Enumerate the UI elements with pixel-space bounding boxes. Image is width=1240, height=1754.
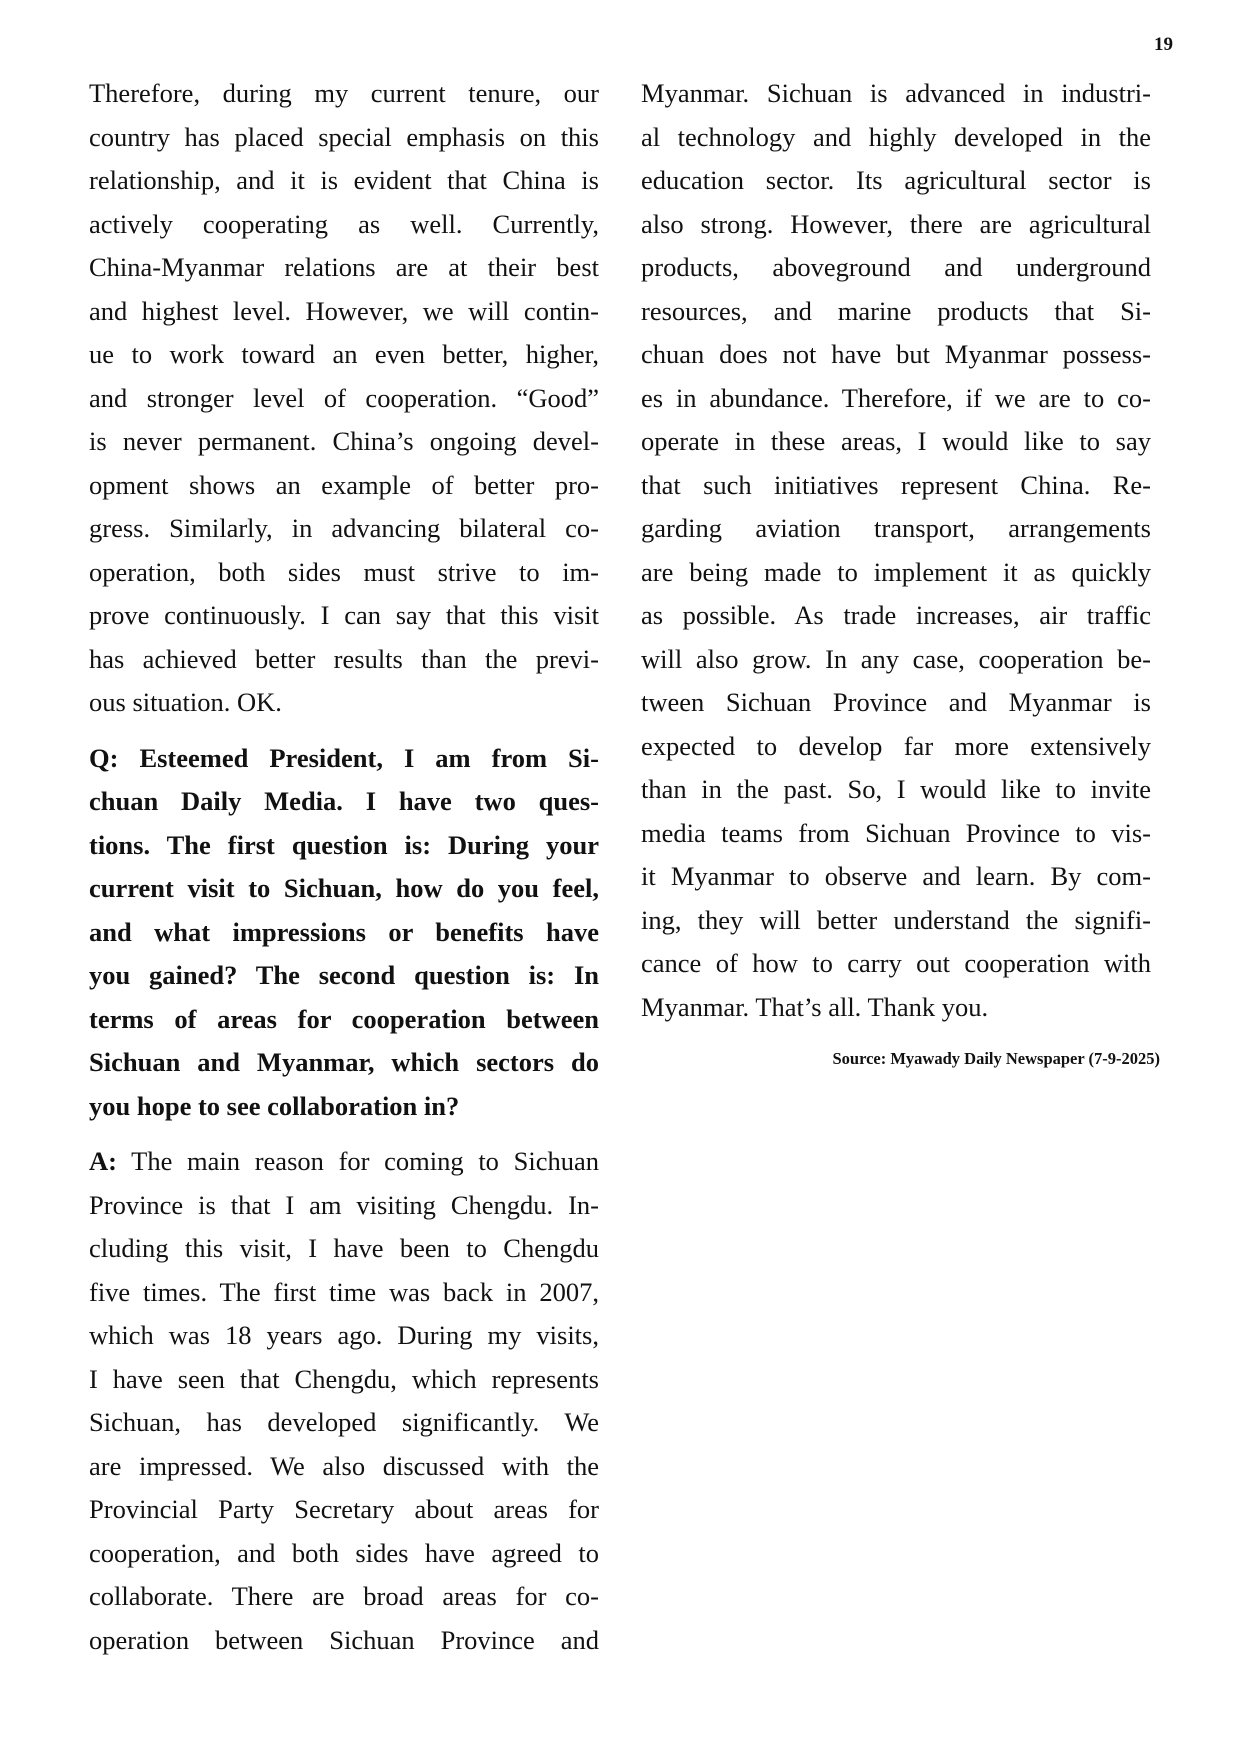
text-line: ue to work toward an even better, higher,: [89, 339, 599, 369]
text-line: tween Sichuan Province and Myanmar is: [641, 687, 1151, 717]
text-line: prove continuously. I can say that this visit: [89, 600, 599, 630]
question-line: and what impressions or benefits have: [89, 916, 599, 947]
text-line: opment shows an example of better pro-: [89, 469, 599, 500]
text-line: which was 18 years ago. During my visits,: [89, 1320, 599, 1350]
text-line: Provincial Party Secretary about areas for: [89, 1494, 599, 1524]
text-line: operation, both sides must strive to im-: [89, 556, 599, 587]
text-line: operation between Sichuan Province and: [89, 1624, 599, 1655]
text-line: are being made to implement it as quickly: [641, 556, 1151, 587]
text-line: Therefore, during my current tenure, our: [89, 78, 599, 108]
text-line: as possible. As trade increases, air traffic: [641, 600, 1151, 630]
text-line: it Myanmar to observe and learn. By com-: [641, 861, 1151, 891]
text-line: Province is that I am visiting Chengdu. In-: [89, 1189, 599, 1220]
text-line: is never permanent. China’s ongoing devel-: [89, 426, 599, 456]
text-line: resources, and marine products that Si-: [641, 295, 1151, 326]
text-line: actively cooperating as well. Currently,: [89, 208, 599, 239]
page-number: 19: [1154, 34, 1173, 55]
text-line: cluding this visit, I have been to Chengdu: [89, 1233, 599, 1263]
answer-paragraph: [89, 1140, 599, 1662]
text-line: operate in these areas, I would like to say: [641, 426, 1151, 456]
text-line: five times. The first time was back in 2007,: [89, 1276, 599, 1307]
text-line: Myanmar. Sichuan is advanced in industri-: [641, 78, 1151, 108]
text-line: that such initiatives represent China. Re-: [641, 469, 1151, 500]
right-column: [641, 72, 1151, 1029]
text-line: al technology and highly developed in the: [641, 121, 1151, 152]
question-line: Sichuan and Myanmar, which sectors do: [89, 1047, 599, 1077]
answer-label: A:: [89, 1146, 117, 1176]
question-line: chuan Daily Media. I have two ques-: [89, 786, 599, 816]
text-line: es in abundance. Therefore, if we are to co-: [641, 382, 1151, 413]
text-line: cooperation, and both sides have agreed to: [89, 1537, 599, 1568]
text-line: cance of how to carry out cooperation with: [641, 948, 1151, 978]
text-line: garding aviation transport, arrangements: [641, 513, 1151, 543]
text-line: relationship, and it is evident that China is: [89, 165, 599, 195]
question-paragraph: [89, 737, 599, 1129]
text-line: expected to develop far more extensively: [641, 730, 1151, 761]
text-line: collaborate. There are broad areas for co-: [89, 1581, 599, 1611]
text-line: Sichuan, has developed significantly. We: [89, 1407, 599, 1437]
text-line: ing, they will better understand the signifi-: [641, 904, 1151, 935]
text-line: media teams from Sichuan Province to vis-: [641, 817, 1151, 848]
question-line: Q: Esteemed President, I am from Si-: [89, 742, 599, 773]
text-line: Myanmar. That’s all. Thank you.: [641, 991, 989, 1022]
source-citation: Source: Myawady Daily Newspaper (7-9-2025): [832, 1049, 1160, 1068]
question-line: tions. The first question is: During your: [89, 829, 599, 860]
text-line: are impressed. We also discussed with the: [89, 1450, 599, 1481]
text-line: chuan does not have but Myanmar possess-: [641, 339, 1151, 369]
text-line: will also grow. In any case, cooperation be-: [641, 643, 1151, 674]
question-line: current visit to Sichuan, how do you feel,: [89, 873, 599, 903]
text-line: gress. Similarly, in advancing bilateral co-: [89, 513, 599, 543]
text-line: country has placed special emphasis on this: [89, 121, 599, 152]
paragraph-answer-continued: [89, 72, 599, 725]
answer-paragraph-continued: [641, 72, 1151, 1029]
text-line: education sector. Its agricultural sector is: [641, 165, 1151, 195]
question-line: you hope to see collaboration in?: [89, 1090, 460, 1121]
answer-first-line: [89, 1140, 599, 1184]
text-line: China-Myanmar relations are at their best: [89, 252, 599, 282]
text-line: and stronger level of cooperation. “Good”: [89, 382, 599, 413]
question-line: you gained? The second question is: In: [89, 960, 599, 990]
question-line: terms of areas for cooperation between: [89, 1003, 599, 1034]
text-line: products, aboveground and underground: [641, 252, 1151, 282]
answer-first-line-text: The main reason for coming to Sichuan: [116, 1146, 599, 1176]
text-line: ous situation. OK.: [89, 687, 282, 717]
text-line: and highest level. However, we will contin-: [89, 295, 599, 326]
text-line: than in the past. So, I would like to invite: [641, 774, 1151, 804]
text-line: also strong. However, there are agricultural: [641, 208, 1151, 239]
text-line: I have seen that Chengdu, which represents: [89, 1363, 599, 1394]
text-line: has achieved better results than the previ-: [89, 643, 599, 674]
left-column: [89, 72, 599, 1662]
